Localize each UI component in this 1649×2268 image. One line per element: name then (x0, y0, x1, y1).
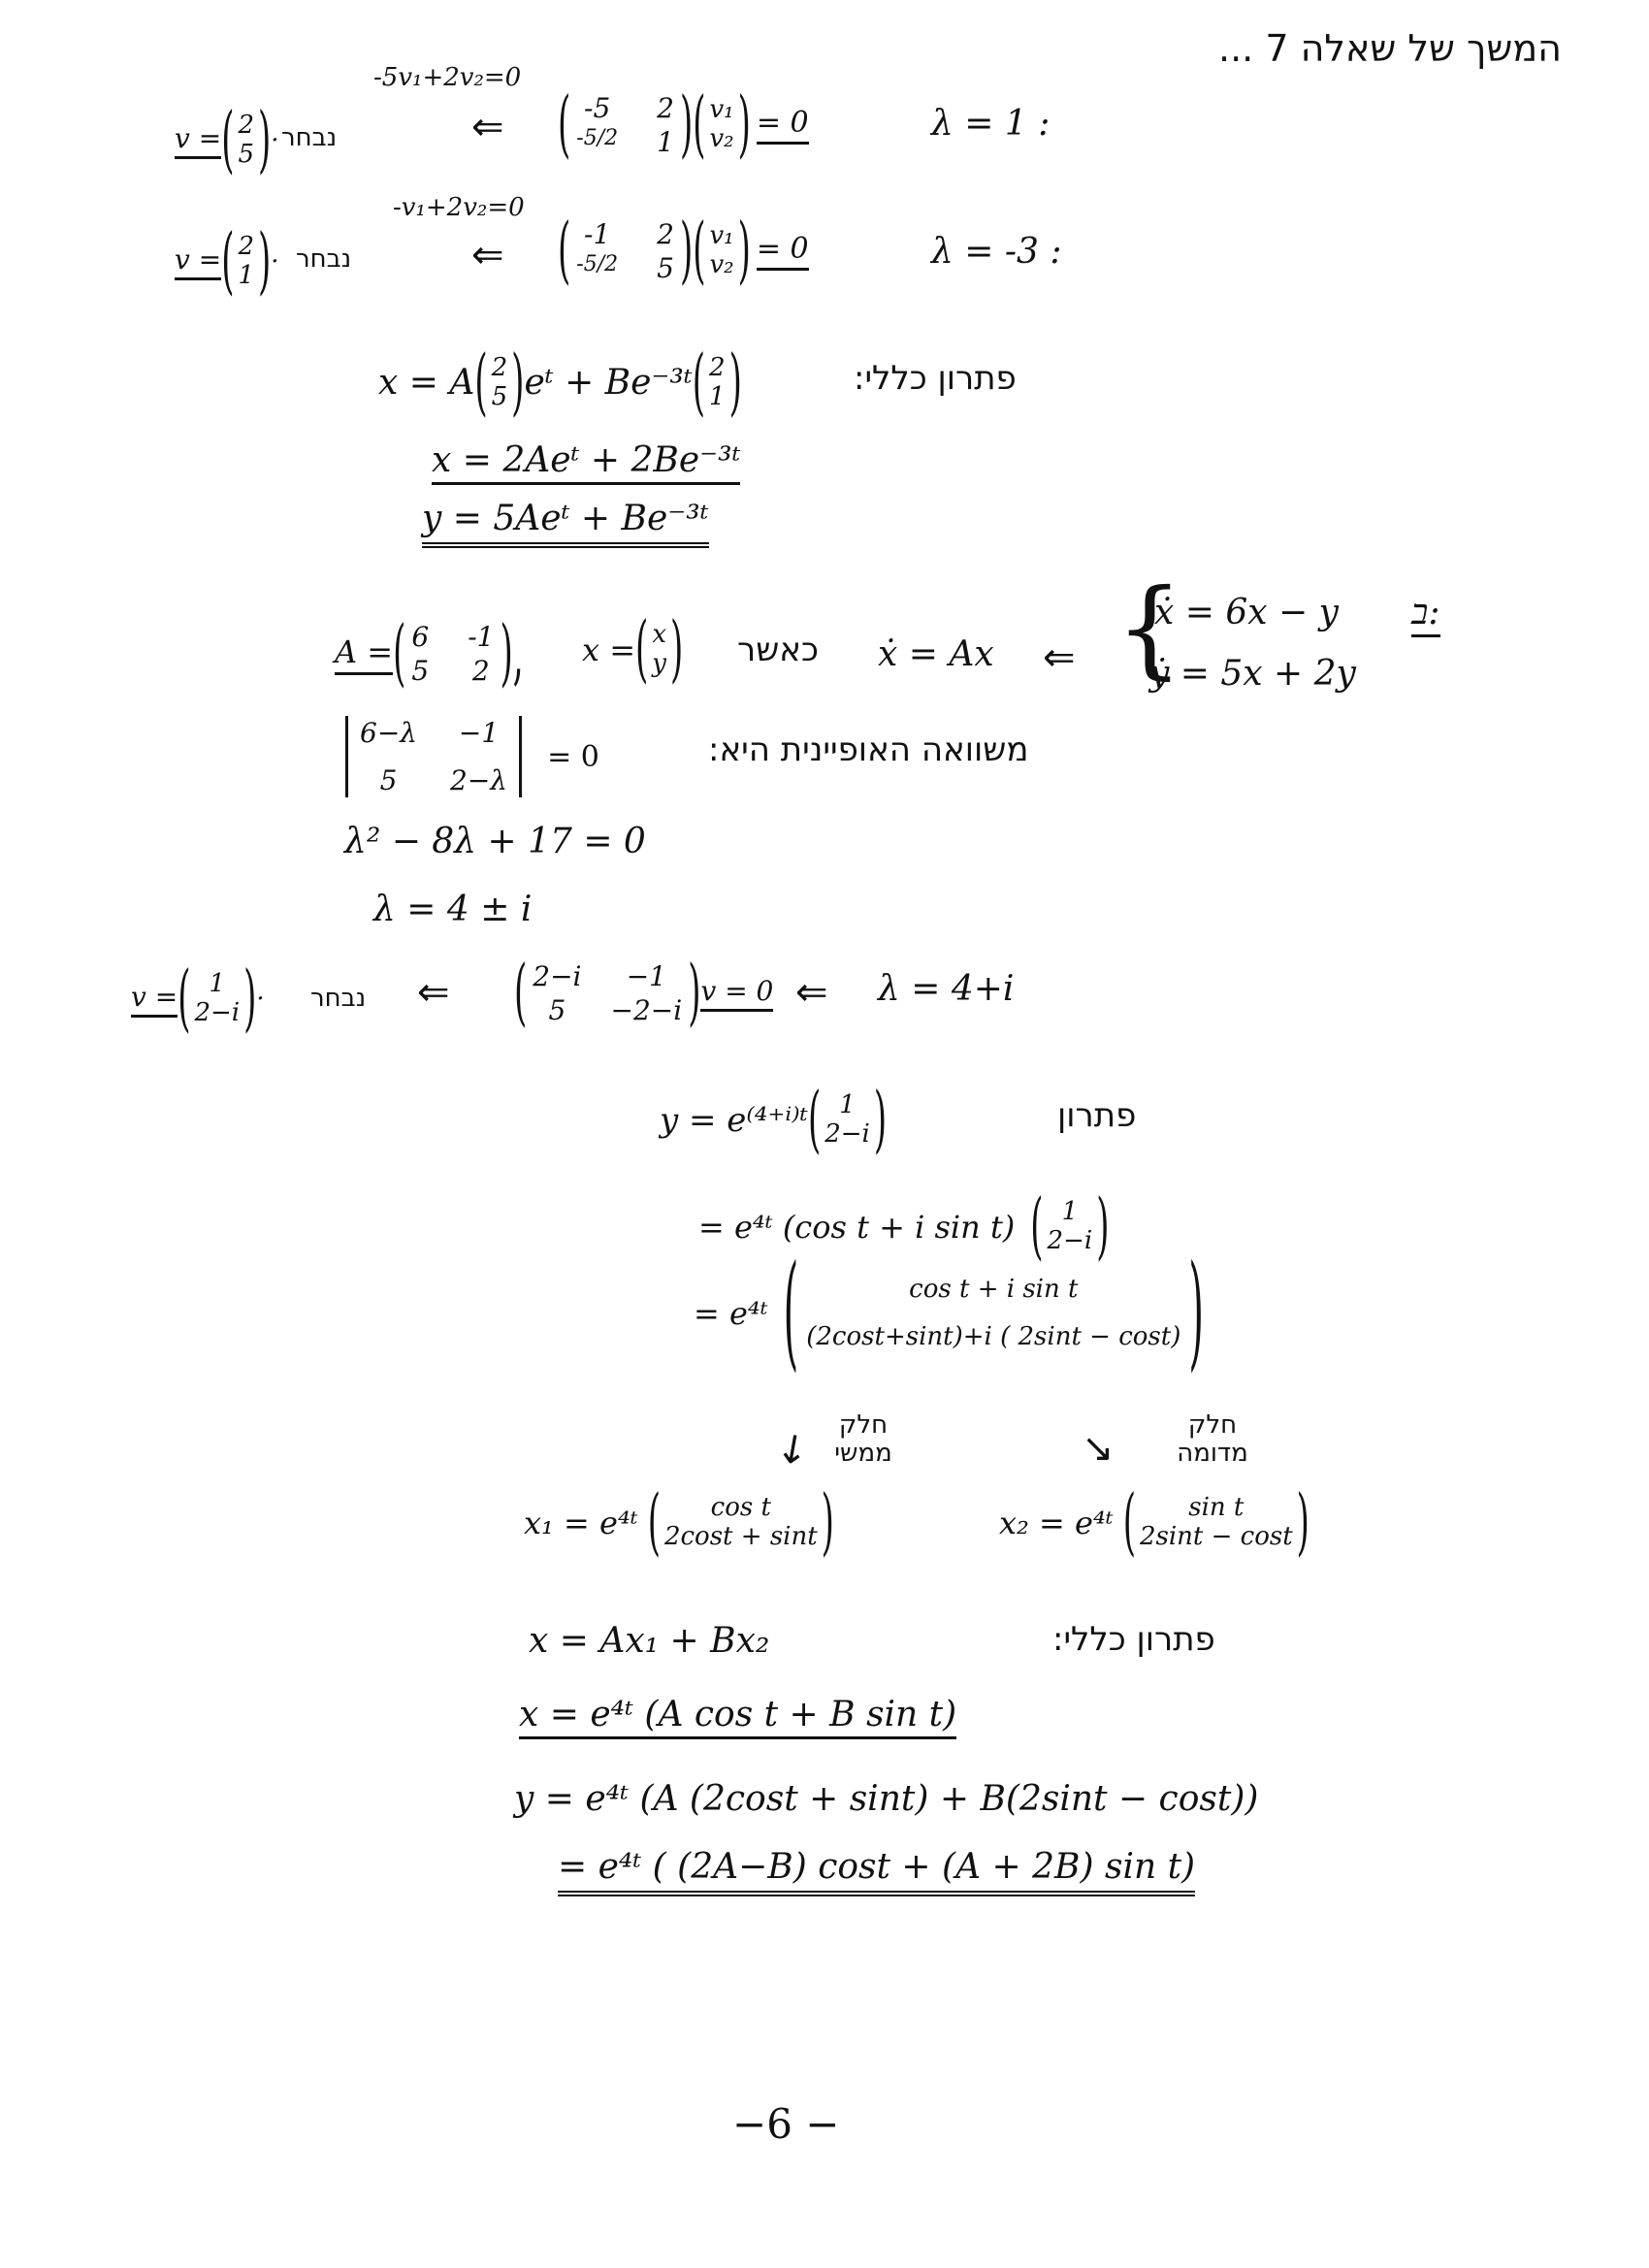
vector-cell: 2 (709, 353, 726, 382)
general-solution-a: x = A ( 2 5 ) eᵗ + Be⁻³ᵗ ( 2 1 ) (378, 340, 742, 426)
equals-zero: = 0 (757, 106, 809, 145)
vector-cell: 5 (491, 381, 508, 411)
matrix-a: A = ( 6 -1 5 2 ), (335, 611, 524, 697)
arrow-down-left-icon: ↙ (765, 1420, 819, 1476)
vector-cell: 2cost + sint (663, 1521, 818, 1551)
implies-arrow: ⇐ (417, 970, 450, 1015)
vector-cell: v₂ (709, 250, 734, 279)
vector-cell: v₁ (709, 95, 734, 125)
eigen-roots: λ = 4 ± i (373, 890, 533, 929)
final-complex-vector: = e⁴ᵗ ( cos t + i sin t (2cost+sint)+i ( 2sint − cost) ) (694, 1242, 1204, 1385)
system-eq-1: ẋ = 6x − y (1154, 593, 1339, 632)
det-cell: 6−λ (360, 717, 418, 749)
matrix-cell: 2 (657, 92, 674, 124)
vector-cell: 2sint − cost (1139, 1521, 1293, 1551)
solution-label: פתרון (1057, 1096, 1137, 1135)
vector-cell: 2 (491, 353, 508, 382)
general-solution-label: פתרון כללי: (854, 359, 1017, 398)
real-part-label: חלק ממשי (834, 1410, 892, 1468)
x2-prefix: x₂ = e⁴ᵗ (999, 1504, 1114, 1541)
eigen-2-system: ( -1 2 -5/2 5 ) ( v₁ v₂ ) = 0 (558, 209, 809, 294)
x1-prefix: x₁ = e⁴ᵗ (524, 1504, 638, 1541)
matrix-cell: 5 (548, 994, 566, 1026)
matrix-cell: 5 (411, 655, 430, 687)
matrix-cell: 2 (657, 218, 674, 250)
part-b-label: ב: (1411, 594, 1440, 632)
final-prefix: = e⁴ᵗ (694, 1295, 768, 1333)
matrix-cell: 2 (471, 655, 490, 687)
characteristic-poly: λ² − 8λ + 17 = 0 (344, 822, 646, 861)
vector-cell: sin t (1188, 1493, 1245, 1522)
vector-cell: 2−i (1047, 1225, 1093, 1255)
eigen-1-label: λ = 1 : (931, 104, 1051, 144)
vector-cell: y (652, 648, 666, 678)
complex-solution-prefix: y = e⁽⁴⁺ⁱ⁾ᵗ (660, 1100, 808, 1140)
vector-label: v = (175, 122, 221, 159)
choose-label: נבחר (310, 984, 367, 1013)
eigen-1-condition: -5v₁+2v₂=0 (373, 63, 522, 92)
system-eq-2: ẏ = 5x + 2y (1149, 654, 1356, 694)
matrix-cell: −2−i (610, 994, 683, 1026)
final-top-row: cos t + i sin t (909, 1275, 1079, 1304)
implies-arrow: ⇐ (795, 970, 828, 1015)
matrix-a-prefix: A = (335, 633, 393, 675)
matrix-cell: -5/2 (576, 252, 619, 276)
eigen-1-vector: v = ( 2 5 ) · (175, 97, 279, 183)
solution-y: y = 5Aeᵗ + Be⁻³ᵗ (422, 500, 709, 538)
characteristic-label: משוואה האופיינית היא: (708, 730, 1029, 769)
det-cell: 2−λ (450, 764, 508, 796)
vector-cell: 5 (238, 139, 254, 169)
arrow-down-right-icon: ↘ (1082, 1426, 1115, 1471)
vector-cell: cos t (710, 1493, 771, 1522)
general-solution-label: פתרון כללי: (1052, 1620, 1215, 1659)
matrix-cell: -1 (584, 218, 611, 250)
lambda-choice: λ = 4+i (878, 969, 1015, 1009)
matrix-cell: -1 (468, 621, 495, 653)
general-mid-term: eᵗ + Be⁻³ᵗ (524, 363, 693, 404)
matrix-cell: 2−i (533, 960, 582, 992)
vector-cell: 1 (839, 1090, 856, 1119)
determinant (340, 716, 599, 797)
euler-prefix: = e⁴ᵗ (cos t + i sin t) (698, 1208, 1016, 1246)
matrix-cell: 5 (657, 252, 674, 284)
vector-cell: 2−i (194, 997, 241, 1027)
solution-x: x = 2Aeᵗ + 2Be⁻³ᵗ (432, 441, 740, 480)
final-y-simplified: = e⁴ᵗ ( (2A−B) cost + (A + 2B) sin t) (558, 1848, 1195, 1887)
final-bottom-row: (2cost+sint)+i ( 2sint − cost) (806, 1322, 1181, 1352)
complex-vector: v = ( 1 2−i ) · (131, 956, 265, 1042)
vector-cell: 2 (238, 232, 254, 261)
system-brace: { (1116, 566, 1183, 690)
matrix-cell: 6 (411, 621, 430, 653)
vector-cell: 1 (1061, 1197, 1079, 1226)
vector-cell: 1 (238, 260, 254, 290)
equals-zero: = 0 (757, 232, 809, 271)
matrix-cell: 1 (657, 126, 674, 158)
det-equals: = 0 (547, 739, 599, 774)
vector-cell: 2−i (824, 1118, 870, 1149)
final-y: y = e⁴ᵗ (A (2cost + sint) + B(2sint − cost)) (514, 1779, 1259, 1819)
x-vector-prefix: x = (582, 631, 636, 668)
vector-label: v = (131, 981, 178, 1018)
matrix-cell: -5/2 (576, 126, 619, 150)
imaginary-part-label: חלק מדומה (1177, 1410, 1248, 1468)
vector-label: v = (175, 243, 221, 280)
det-cell: 5 (379, 764, 398, 796)
det-cell: −1 (458, 717, 500, 749)
complex-solution: y = e⁽⁴⁺ⁱ⁾ᵗ ( 1 2−i ) (660, 1077, 888, 1163)
header-continued: המשך של שאלה 7 ... (1218, 27, 1562, 70)
page-number: −6 − (732, 2100, 840, 2148)
vector-cell: v₁ (709, 221, 734, 251)
system-equals-zero: v = 0 (700, 975, 773, 1012)
x-vector: x = ( x y ) (582, 606, 684, 693)
real-solution-x2: x₂ = e⁴ᵗ ( sin t 2sint − cost ) (999, 1479, 1310, 1566)
choose-label: נבחר (296, 244, 352, 274)
eigen-2-condition: -v₁+2v₂=0 (393, 193, 525, 222)
eigen-1-system: ( -5 2 -5/2 1 ) ( v₁ v₂ ) = 0 (558, 82, 809, 168)
matrix-cell: −1 (626, 960, 666, 992)
matrix-form: ẋ = Ax (878, 634, 994, 674)
where-label: כאשר (737, 631, 819, 669)
final-x: x = e⁴ᵗ (A cos t + B sin t) (519, 1696, 956, 1734)
real-solution-x1: x₁ = e⁴ᵗ ( cos t 2cost + sint ) (524, 1479, 834, 1566)
eigen-2-label: λ = -3 : (931, 232, 1062, 272)
complex-system: ( 2−i −1 5 −2−i ) v = 0 (514, 951, 774, 1036)
vector-cell: 1 (709, 381, 726, 411)
implies-arrow: ⇐ (471, 105, 504, 149)
matrix-cell: -5 (584, 92, 611, 124)
choose-label: נבחר (281, 123, 338, 152)
eigen-2-vector: v = ( 2 1 ) · (175, 218, 279, 305)
vector-cell: 1 (209, 969, 226, 998)
vector-cell: 2 (238, 111, 254, 140)
vector-cell: x (652, 620, 666, 649)
general-combination: x = Ax₁ + Bx₂ (529, 1621, 770, 1661)
implies-arrow: ⇐ (1043, 635, 1076, 680)
general-x-prefix: x = A (378, 363, 475, 404)
euler-expansion: = e⁴ᵗ (cos t + i sin t) ( 1 2−i ) (698, 1183, 1110, 1270)
vector-cell: v₂ (709, 124, 734, 153)
implies-arrow: ⇐ (471, 233, 504, 277)
